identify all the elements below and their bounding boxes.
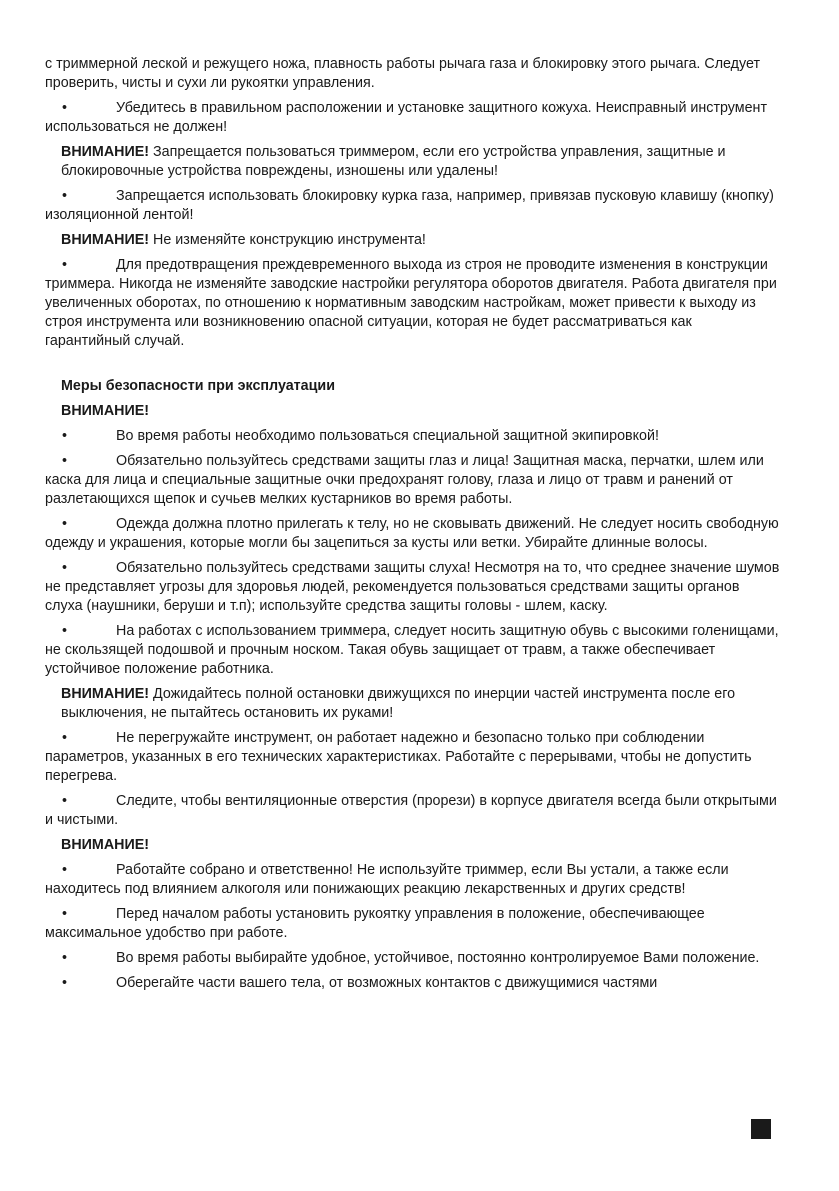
warning-text: Запрещается пользоваться триммером, если его устройства управления, защитные и блокировочные устройства повреждены, изношены или удалены! [61,144,726,179]
list-item-text: Во время работы выбирайте удобное, устойчивое, постоянно контролируемое Вами положение. [116,950,760,966]
list-item-text: Работайте собрано и ответственно! Не используйте триммер, если Вы устали, а также если находитесь под влиянием алкоголя или понижающих реакцию лекарственных и других средств! [45,862,729,897]
warning-text: Дожидайтесь полной остановки движущихся по инерции частей инструмента после его выключения, не пытайтесь остановить их руками! [61,686,736,721]
warning-label: ВНИМАНИЕ! [61,232,150,248]
bullet-icon: • [62,257,68,273]
bullet-icon: • [62,560,68,576]
bullet-icon: • [62,862,68,878]
bullet-icon: • [62,950,68,966]
list-item-text: Для предотвращения преждевременного выхода из строя не проводите изменения в конструкции триммера. Никогда не изменяйте заводские настройки регулятора оборотов двигателя. Работа двигателя при увеличенных оборотах, по отношению к нормативным заводским настройкам, может привести к выходу из строя инструмента или возникновению опасной ситуации, которая не будет рассматриваться как гарантийный случай. [45,257,777,349]
list-item-text: Обязательно пользуйтесь средствами защиты глаз и лица! Защитная маска, перчатки, шлем или каска для лица и специальные защитные очки предохранят голову, глаза и лицо от травм и ранений от разлетающихся щепок и сучьев мелких кустарников во время работы. [45,453,764,507]
page-marker-square [751,1119,771,1139]
list-item [45,515,780,553]
warning-heading: ВНИМАНИЕ! [61,403,150,419]
bullet-icon: • [62,453,68,469]
bullet-icon: • [62,975,68,991]
page-content [45,55,780,999]
list-item [45,452,780,509]
list-item [45,861,780,899]
warning-text: Не изменяйте конструкцию инструмента! [149,232,426,248]
list-item [45,905,780,943]
list-item [45,974,780,993]
bullet-icon: • [62,730,68,746]
warning-paragraph [45,143,780,181]
list-item [45,256,780,351]
bullet-icon: • [62,428,68,444]
list-item-text: Одежда должна плотно прилегать к телу, но не сковывать движений. Не следует носить свободную одежду и украшения, которые могли бы зацепиться за кусты или ветки. Убирайте длинные волосы. [45,516,779,551]
list-item [45,622,780,679]
bullet-icon: • [62,188,68,204]
list-item-text: Не перегружайте инструмент, он работает надежно и безопасно только при соблюдении параметров, указанных в его технических характеристиках. Работайте с перерывами, чтобы не допустить перегрева. [45,730,752,784]
list-item [45,427,780,446]
warning-label: ВНИМАНИЕ! [61,144,150,160]
list-item-text: На работах с использованием триммера, следует носить защитную обувь с высокими голенищами, не скользящей подошвой и прочным носком. Такая обувь защищает от травм, а также обеспечивает устойчивое положение работника. [45,623,779,677]
warning-paragraph [45,685,780,723]
list-item-text: Перед началом работы установить рукоятку управления в положение, обеспечивающее максимальное удобство при работе. [45,906,705,941]
list-item [45,729,780,786]
list-item-text: Следите, чтобы вентиляционные отверстия (прорези) в корпусе двигателя всегда были открытыми и чистыми. [45,793,777,828]
intro-paragraph: с триммерной леской и режущего ножа, плавность работы рычага газа и блокировку этого рычага. Следует проверить, чисты и сухи ли рукоятки управления. [45,56,761,91]
section-title: Меры безопасности при эксплуатации [61,378,335,394]
list-item [45,949,780,968]
warning-heading: ВНИМАНИЕ! [61,837,150,853]
list-item [45,792,780,830]
bullet-icon: • [62,906,68,922]
list-item-text: Обязательно пользуйтесь средствами защиты слуха! Несмотря на то, что среднее значение шумов не представляет угрозы для здоровья людей, рекомендуется пользоваться средствами защиты органов слуха (наушники, беруши и т.п); используйте средства защиты головы - шлем, каску. [45,560,780,614]
bullet-icon: • [62,100,68,116]
bullet-icon: • [62,516,68,532]
warning-label: ВНИМАНИЕ! [61,686,150,702]
list-item-text: Запрещается использовать блокировку курка газа, например, привязав пусковую клавишу (кнопку) изоляционной лентой! [45,188,774,223]
list-item [45,559,780,616]
list-item [45,99,780,137]
list-item-text: Оберегайте части вашего тела, от возможных контактов с движущимися частями [116,975,658,991]
warning-paragraph [45,231,780,250]
list-item-text: Во время работы необходимо пользоваться специальной защитной экипировкой! [116,428,659,444]
bullet-icon: • [62,793,68,809]
list-item [45,187,780,225]
bullet-icon: • [62,623,68,639]
list-item-text: Убедитесь в правильном расположении и установке защитного кожуха. Неисправный инструмент использоваться не должен! [45,100,767,135]
